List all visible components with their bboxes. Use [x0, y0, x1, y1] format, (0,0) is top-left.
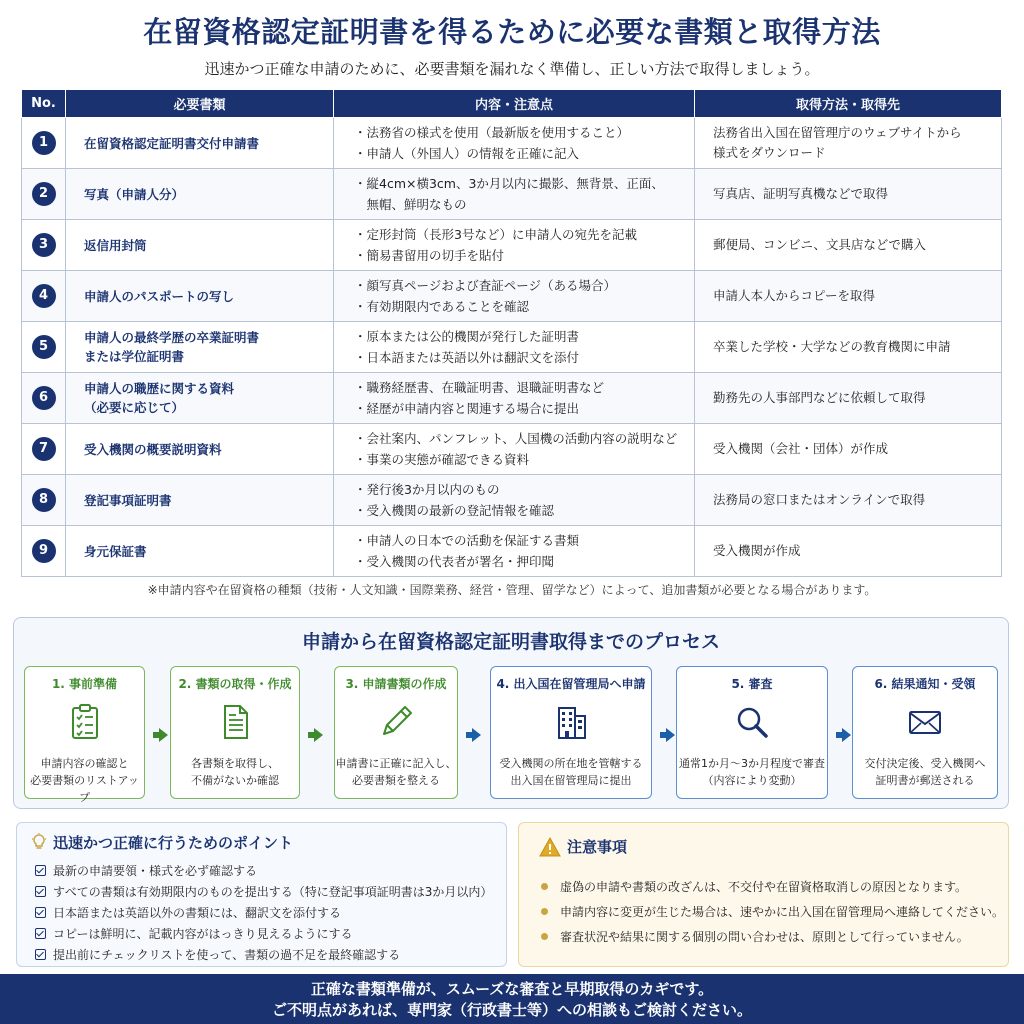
note-line: ・顔写真ページおよび査証ページ（ある場合） [354, 278, 617, 293]
step-description [491, 755, 651, 789]
document-name-line: 写真（申請人分） [84, 186, 185, 202]
step-description-line: 交付決定後、受入機関へ [864, 757, 986, 770]
checkbox-icon [35, 865, 46, 876]
note-line: ・法務省の様式を使用（最新版を使用すること） [354, 125, 630, 140]
header-notes: 内容・注意点 [334, 90, 695, 118]
step-label: 4. 出入国在留管理局へ申請 [496, 677, 646, 691]
notes-cell [334, 373, 695, 424]
bullet-dot-icon [541, 883, 548, 890]
step-arrow-icon [472, 728, 481, 742]
row-number-cell [22, 526, 66, 577]
document-name-line: 返信用封筒 [84, 237, 147, 253]
building-icon [551, 702, 591, 742]
checkbox-icon [35, 928, 46, 939]
table-row [22, 373, 1002, 424]
row-number-badge: 6 [32, 386, 56, 410]
step-description-line: 必要書類のリストアップ [30, 774, 139, 804]
method-line: 法務省出入国在留管理庁のウェブサイトから [713, 125, 962, 140]
table-row [22, 322, 1002, 373]
banner-line-2: ご不明点があれば、専門家（行政書士等）への相談もご検討ください。 [271, 1001, 752, 1019]
notes-cell [334, 220, 695, 271]
table-footnote: ※申請内容や在留資格の種類（技術・人文知識・国際業務、経営・管理、留学など）によって、追加書類が必要となる場合があります。 [147, 583, 877, 597]
tips-title-text: 迅速かつ正確に行うためのポイント [53, 834, 294, 852]
table-row [22, 220, 1002, 271]
caution-text: 審査状況や結果に関する個別の問い合わせは、原則として行っていません。 [560, 930, 969, 944]
checklist-icon [65, 702, 105, 742]
table-row [22, 475, 1002, 526]
table-row [22, 526, 1002, 577]
note-line: ・経歴が申請内容と関連する場合に提出 [354, 401, 580, 416]
step-description [25, 755, 144, 806]
note-line: ・受入機関の最新の登記情報を確認 [354, 503, 555, 518]
document-name-cell [66, 373, 334, 424]
caution-text: 虚偽の申請や書類の改ざんは、不交付や在留資格取消しの原因となります。 [560, 880, 968, 894]
checkbox-icon [35, 907, 46, 918]
row-number-cell [22, 373, 66, 424]
document-name-line: 登記事項証明書 [84, 492, 172, 508]
row-number-cell [22, 220, 66, 271]
page-subtitle: 迅速かつ正確な申請のために、必要書類を漏れなく準備し、正しい方法で取得しましょう。 [204, 60, 820, 78]
tip-item [35, 924, 492, 945]
method-line: 申請人本人からコピーを取得 [713, 288, 876, 303]
tips-list [35, 861, 492, 966]
caution-item [541, 925, 1004, 950]
step-label: 3. 申請書類の作成 [345, 677, 447, 691]
method-cell [695, 526, 1002, 577]
caution-item [541, 900, 1004, 925]
document-name-cell [66, 322, 334, 373]
row-number-cell [22, 271, 66, 322]
note-line: 無帽、鮮明なもの [354, 197, 467, 212]
step-description-line: 不備がないか確認 [191, 774, 279, 787]
note-line: ・縦4cm×横3cm、3か月以内に撮影、無背景、正面、 [354, 176, 664, 191]
row-number-cell [22, 475, 66, 526]
step-arrow-icon [159, 728, 168, 742]
document-name-cell [66, 526, 334, 577]
tips-panel [16, 822, 507, 967]
note-line: ・申請人（外国人）の情報を正確に記入 [354, 146, 580, 161]
document-name-cell [66, 118, 334, 169]
method-cell [695, 475, 1002, 526]
method-cell [695, 271, 1002, 322]
note-line: ・有効期限内であることを確認 [354, 299, 530, 314]
document-name-line: （必要に応じて） [84, 400, 185, 415]
step-description-line: 証明書が郵送される [875, 774, 975, 787]
step-arrow-icon [842, 728, 851, 742]
document-name-cell [66, 424, 334, 475]
note-line: ・会社案内、パンフレット、人国機の活動内容の説明など [354, 431, 678, 446]
method-cell [695, 118, 1002, 169]
note-line: ・申請人の日本での活動を保証する書類 [354, 533, 580, 548]
process-step [490, 666, 652, 799]
documents-table [21, 89, 1002, 577]
process-step [334, 666, 458, 799]
process-panel [13, 617, 1009, 809]
row-number-badge: 9 [32, 539, 56, 563]
step-description-line: 各書類を取得し、 [191, 757, 279, 770]
pencil-icon [376, 702, 416, 742]
step-description [335, 755, 457, 789]
tip-text: 最新の申請要領・様式を必ず確認する [53, 864, 258, 878]
method-line: 受入機関が作成 [713, 543, 801, 558]
header-no: No. [22, 90, 66, 118]
document-name-cell [66, 220, 334, 271]
document-name-line: 申請人の職歴に関する資料 [84, 381, 235, 396]
step-description-line: 通常1か月〜3か月程度で審査 [679, 757, 825, 770]
document-name-line: 申請人のパスポートの写し [84, 288, 235, 304]
note-line: ・受入機関の代表者が署名・押印聞 [354, 554, 555, 569]
document-name-cell [66, 271, 334, 322]
checkbox-icon [35, 886, 46, 897]
step-label: 6. 結果通知・受領 [874, 677, 976, 691]
table-body [22, 118, 1002, 577]
bullet-dot-icon [541, 933, 548, 940]
header-document: 必要書類 [66, 90, 334, 118]
step-label: 5. 審査 [731, 677, 773, 691]
note-line: ・職務経歴書、在職証明書、退職証明書など [354, 380, 605, 395]
step-arrow-icon [666, 728, 675, 742]
method-cell [695, 424, 1002, 475]
step-description-line: （内容により変動） [702, 774, 802, 787]
notes-cell [334, 169, 695, 220]
process-step [170, 666, 300, 799]
method-line: 写真店、証明写真機などで取得 [713, 186, 889, 201]
caution-list [541, 875, 1004, 950]
page-title: 在留資格認定証明書を得るために必要な書類と取得方法 [143, 15, 881, 49]
process-title: 申請から在留資格認定証明書取得までのプロセス [301, 631, 720, 653]
tip-text: コピーは鮮明に、記載内容がはっきり見えるようにする [53, 927, 353, 941]
row-number-badge: 7 [32, 437, 56, 461]
table-header-row [22, 90, 1002, 118]
bottom-banner [0, 974, 1024, 1024]
row-number-badge: 1 [32, 131, 56, 155]
tip-text: すべての書類は有効期限内のものを提出する（特に登記事項証明書は3か月以内） [53, 885, 493, 899]
method-line: 卒業した学校・大学などの教育機関に申請 [713, 339, 951, 354]
tip-item [35, 882, 492, 903]
notes-cell [334, 118, 695, 169]
notes-cell [334, 526, 695, 577]
row-number-badge: 3 [32, 233, 56, 257]
step-description-line: 出入国在留管理局に提出 [510, 774, 632, 787]
row-number-badge: 2 [32, 182, 56, 206]
step-description [853, 755, 997, 789]
note-line: ・簡易書留用の切手を貼付 [354, 248, 505, 263]
row-number-badge: 5 [32, 335, 56, 359]
tip-item [35, 945, 492, 966]
header-method: 取得方法・取得先 [695, 90, 1002, 118]
note-line: ・原本または公的機関が発行した証明書 [354, 329, 580, 344]
notes-cell [334, 475, 695, 526]
row-number-cell [22, 424, 66, 475]
caution-title: 注意事項 [567, 838, 628, 856]
method-cell [695, 373, 1002, 424]
process-step [852, 666, 998, 799]
method-line: 郵便局、コンビニ、文具店などで購入 [713, 237, 926, 252]
step-description-line: 申請書に正確に記入し、 [335, 757, 457, 770]
row-number-cell [22, 169, 66, 220]
notes-cell [334, 424, 695, 475]
document-name-cell [66, 169, 334, 220]
process-step [676, 666, 828, 799]
table-row [22, 271, 1002, 322]
checkbox-icon [35, 949, 46, 960]
process-step [24, 666, 145, 804]
document-name-line: 身元保証書 [84, 543, 147, 559]
tip-item [35, 861, 492, 882]
tip-text: 提出前にチェックリストを使って、書類の過不足を最終確認する [53, 948, 401, 962]
note-line: ・発行後3か月以内のもの [354, 482, 500, 497]
step-description-line: 受入機関の所在地を管轄する [499, 757, 643, 770]
note-line: ・日本語または英語以外は翻訳文を添付 [354, 350, 580, 365]
step-description [171, 755, 299, 789]
method-cell [695, 220, 1002, 271]
warning-icon [539, 837, 561, 857]
row-number-cell [22, 118, 66, 169]
step-label: 1. 事前準備 [51, 677, 118, 691]
method-line: 勤務先の人事部門などに依頼して取得 [713, 390, 926, 405]
note-line: ・事業の実態が確認できる資料 [354, 452, 530, 467]
document-name-line: または学位証明書 [84, 349, 185, 364]
banner-line-1: 正確な書類準備が、スムーズな審査と早期取得のカギです。 [310, 980, 714, 998]
method-line: 法務局の窓口またはオンラインで取得 [713, 492, 926, 507]
row-number-badge: 4 [32, 284, 56, 308]
table-row [22, 169, 1002, 220]
method-cell [695, 169, 1002, 220]
tip-text: 日本語または英語以外の書類には、翻訳文を添付する [53, 906, 342, 920]
notes-cell [334, 322, 695, 373]
tips-title [31, 832, 293, 853]
caution-panel [518, 822, 1009, 967]
notes-cell [334, 271, 695, 322]
step-description-line: 必要書類を整える [352, 774, 440, 787]
method-line: 受入機関（会社・団体）が作成 [713, 441, 889, 456]
document-name-line: 申請人の最終学歴の卒業証明書 [84, 330, 260, 345]
step-label: 2. 書類の取得・作成 [178, 677, 292, 691]
caution-item [541, 875, 1004, 900]
step-arrow-icon [314, 728, 323, 742]
document-name-line: 受入機関の概要説明資料 [84, 441, 222, 457]
caution-text: 申請内容に変更が生じた場合は、速やかに出入国在留管理局へ連絡してください。 [560, 905, 1005, 919]
document-icon [215, 702, 255, 742]
tip-item [35, 903, 492, 924]
method-cell [695, 322, 1002, 373]
step-description-line: 申請内容の確認と [40, 757, 129, 770]
document-name-cell [66, 475, 334, 526]
document-name-line: 在留資格認定証明書交付申請書 [84, 135, 260, 151]
note-line: ・定形封筒（長形3号など）に申請人の宛先を記載 [354, 227, 637, 242]
row-number-cell [22, 322, 66, 373]
envelope-icon [905, 702, 945, 742]
bullet-dot-icon [541, 908, 548, 915]
row-number-badge: 8 [32, 488, 56, 512]
step-description [677, 755, 827, 789]
lightbulb-icon [31, 833, 47, 851]
table-row [22, 118, 1002, 169]
table-row [22, 424, 1002, 475]
method-line: 様式をダウンロード [713, 145, 826, 160]
magnifier-icon [732, 702, 772, 742]
